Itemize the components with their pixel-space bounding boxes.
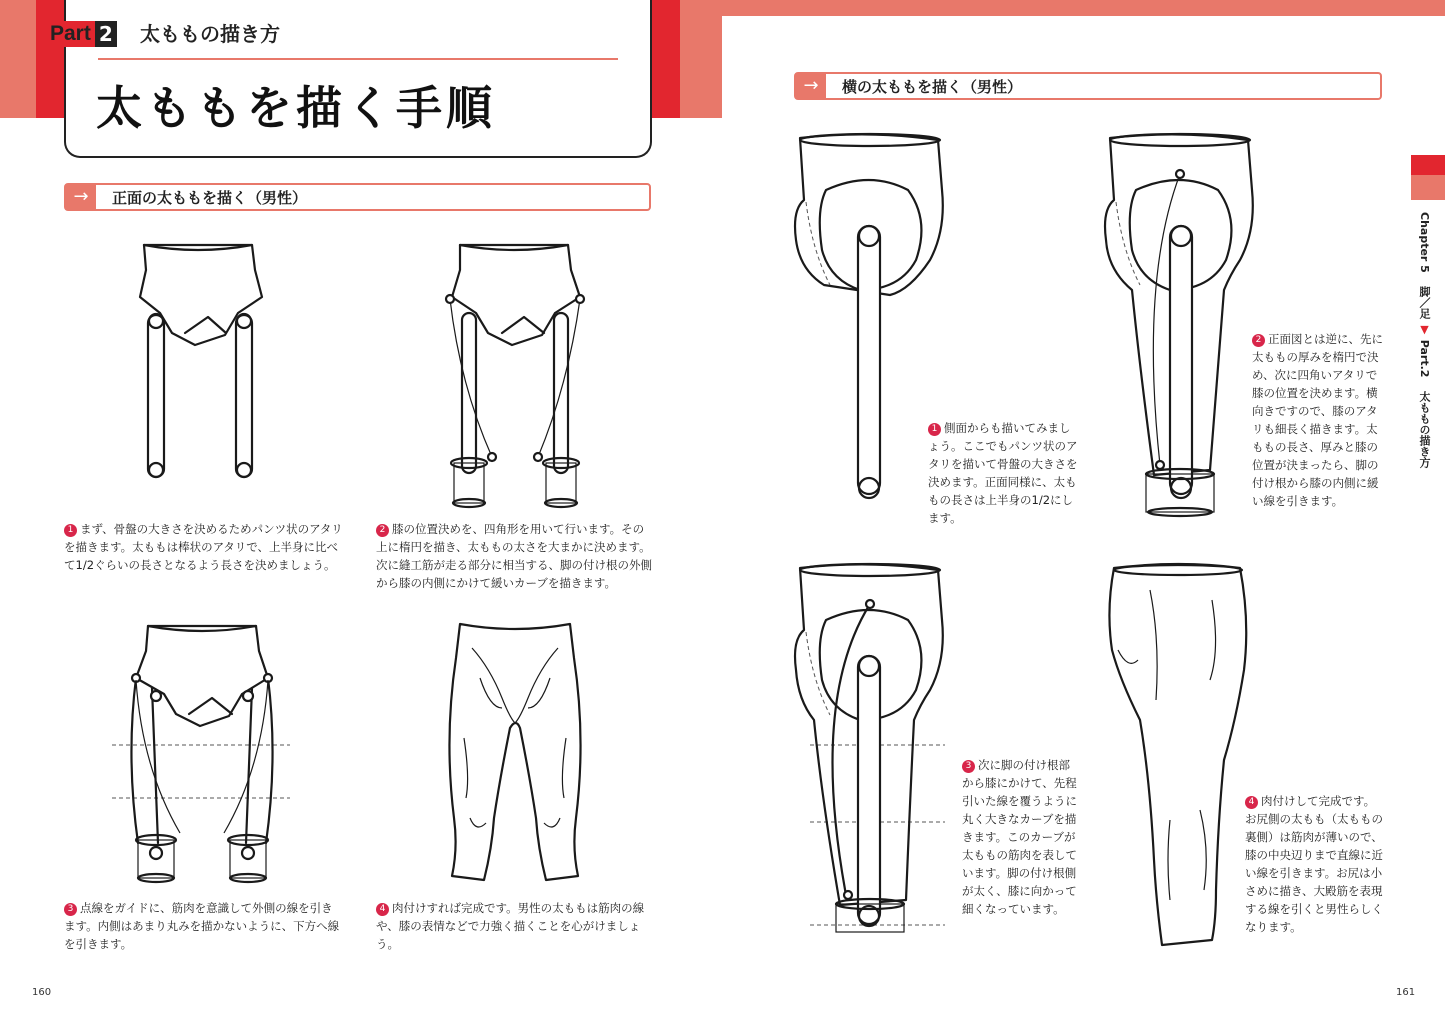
title-rule — [98, 58, 618, 60]
page-title: 太ももを描く手順 — [96, 81, 496, 135]
caption-front-1 — [64, 520, 344, 574]
part-number: 2 — [95, 21, 117, 47]
front-figure-1 — [130, 235, 270, 485]
side-figure-2 — [1100, 130, 1260, 520]
side-figure-4 — [1100, 560, 1260, 950]
part-badge — [46, 21, 117, 47]
step-badge: 1 — [928, 423, 941, 436]
side-tab-salmon — [1411, 175, 1445, 200]
caption-text: まず、骨盤の大きさを決めるためパンツ状のアタリを描きます。太ももは棒状のアタリで、上半身に比べて1/2ぐらいの長さとなるよう長さを決めましょう。 — [64, 522, 343, 572]
front-figure-3 — [112, 618, 292, 883]
triangle-icon: ▼ — [1418, 322, 1431, 336]
header-red-stripe-right — [652, 0, 680, 118]
section-heading-front: 正面の太ももを描く（男性） — [112, 188, 308, 207]
front-figure-2 — [440, 235, 590, 510]
arrow-right-icon: → — [796, 74, 826, 98]
arrow-right-icon: → — [66, 185, 96, 209]
caption-front-4 — [376, 899, 654, 953]
section-bar-side — [794, 72, 1382, 100]
caption-side-3 — [962, 756, 1080, 918]
front-figure-4 — [440, 618, 590, 883]
section-bar-front — [64, 183, 651, 211]
section-title: 太ももの描き方 — [140, 22, 280, 46]
step-badge: 2 — [376, 524, 389, 537]
step-badge: 3 — [64, 903, 77, 916]
step-badge: 3 — [962, 760, 975, 773]
caption-text: 肉付けして完成です。お尻側の太もも（太ももの裏側）は筋肉が薄いので、膝の中央辺りまで直線に近い線を引きます。お尻は小さめに描き、大殿筋を表現する線を引くと男性らしくなります。 — [1245, 794, 1383, 934]
side-tab-text — [1416, 212, 1432, 468]
step-badge: 4 — [376, 903, 389, 916]
step-badge: 2 — [1252, 334, 1265, 347]
caption-side-4 — [1245, 792, 1385, 936]
side-chapter: Chapter 5 — [1418, 212, 1431, 273]
side-tab-red — [1411, 155, 1445, 175]
caption-text: 正面図とは逆に、先に太ももの厚みを楕円で決め、次に四角いアタリで膝の位置を決めます。横向きですので、膝のアタリも細長く描きます。太ももの長さ、厚みと膝の位置が決まったら、脚の付け根から膝の内側に緩い線を引きます。 — [1252, 332, 1383, 508]
side-part-name: 太ももの描き方 — [1418, 390, 1431, 468]
caption-front-3 — [64, 899, 344, 953]
caption-text: 次に脚の付け根部から膝にかけて、先程引いた線を覆うように丸く大きなカーブを描きます。このカーブが太ももの筋肉を表しています。脚の付け根側が太く、膝に向かって細くなっています。 — [962, 758, 1077, 916]
side-part: Part.2 — [1418, 339, 1431, 378]
caption-side-1 — [928, 419, 1078, 527]
page-number-left: 160 — [32, 987, 52, 998]
caption-front-2 — [376, 520, 654, 592]
caption-side-2 — [1252, 330, 1384, 510]
caption-text: 肉付けすれば完成です。男性の太ももは筋肉の線や、膝の表情などで力強く描くことを心がけましょう。 — [376, 901, 645, 951]
step-badge: 4 — [1245, 796, 1258, 809]
side-figure-1 — [790, 130, 950, 505]
section-heading-side: 横の太ももを描く（男性） — [842, 77, 1023, 96]
side-chapter-name: 脚／足 — [1418, 286, 1431, 320]
header-band-right — [722, 0, 1445, 16]
header-red-stripe-left — [36, 0, 64, 118]
caption-text: 側面からも描いてみましょう。ここでもパンツ状のアタリを描いて骨盤の大きさを決めます。正面同様に、太ももの長さは上半身の1/2にします。 — [928, 421, 1078, 525]
side-figure-3 — [790, 560, 950, 940]
step-badge: 1 — [64, 524, 77, 537]
part-label: Part — [46, 21, 95, 47]
caption-text: 点線をガイドに、筋肉を意識して外側の線を引きます。内側はあまり丸みを描かないように、下方へ線を引きます。 — [64, 901, 340, 951]
page-number-right: 161 — [1396, 987, 1416, 998]
caption-text: 膝の位置決めを、四角形を用いて行います。その上に楕円を描き、太ももの太さを大まかに決めます。次に縫工筋が走る部分に相当する、脚の付け根の外側から膝の内側にかけて緩いカーブを描きます。 — [376, 522, 652, 590]
